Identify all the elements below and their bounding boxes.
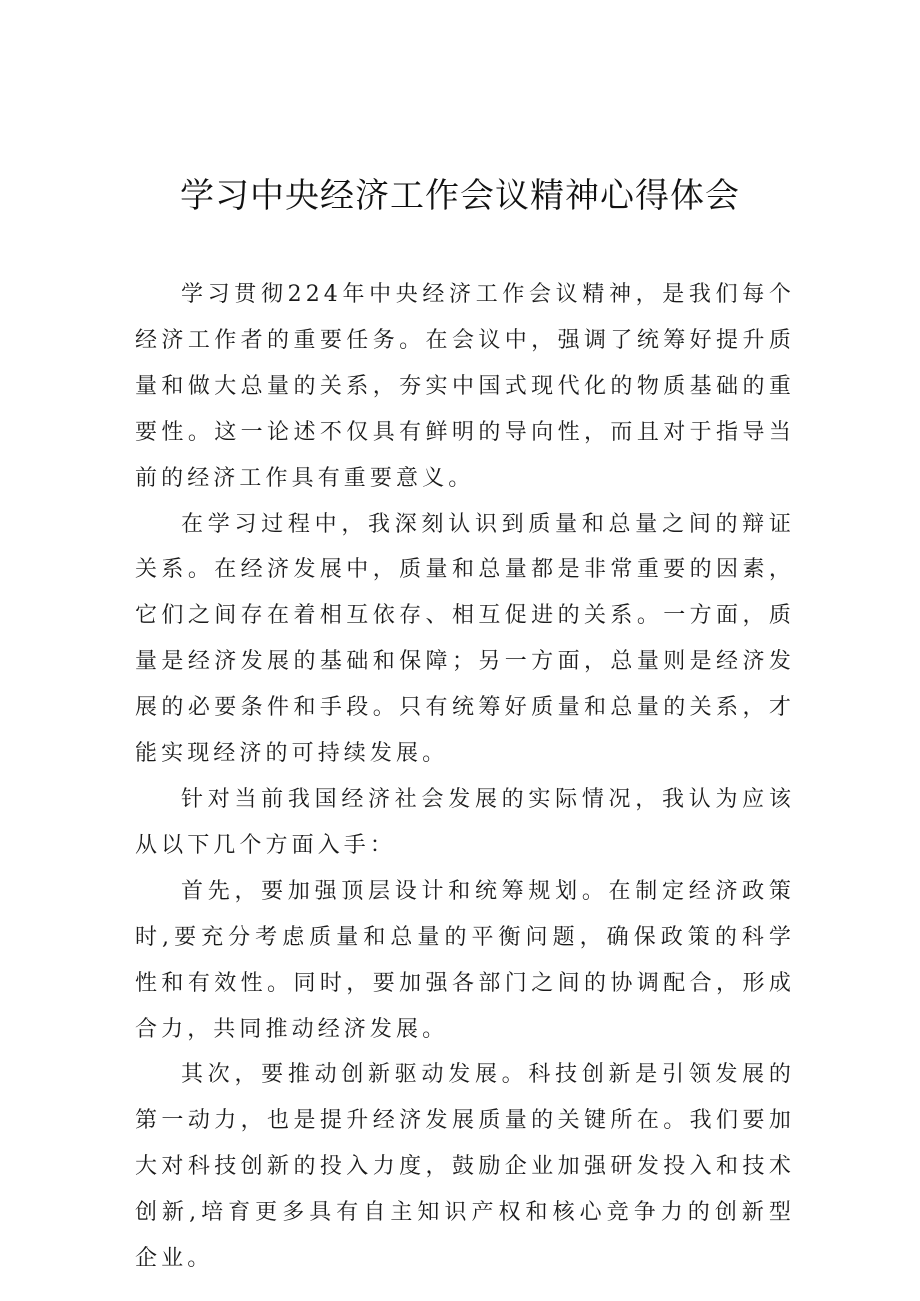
document-title: 学习中央经济工作会议精神心得体会 <box>180 176 740 216</box>
paragraph: 在学习过程中，我深刻认识到质量和总量之间的辩证关系。在经济发展中，质量和总量都是非常重要的因素，它们之间存在着相互依存、相互促进的关系。一方面，质量是经济发展的基础和保障；另一方面，总量则是经济发展的必要条件和手段。只有统筹好质量和总量的关系，才能实现经济的可持续发展。 <box>135 511 795 767</box>
paragraph: 其次，要推动创新驱动发展。科技创新是引领发展的第一动力，也是提升经济发展质量的关键所在。我们要加大对科技创新的投入力度，鼓励企业加强研发投入和技术创新,培育更多具有自主知识产权和核心竞争力的创新型企业。 <box>135 1062 795 1272</box>
paragraph: 首先，要加强顶层设计和统筹规划。在制定经济政策时,要充分考虑质量和总量的平衡问题，确保政策的科学性和有效性。同时，要加强各部门之间的协调配合，形成合力，共同推动经济发展。 <box>135 878 795 1042</box>
paragraph: 学习贯彻224年中央经济工作会议精神，是我们每个经济工作者的重要任务。在会议中，强调了统筹好提升质量和做大总量的关系，夯实中国式现代化的物质基础的重要性。这一论述不仅具有鲜明的导向性，而且对于指导当前的经济工作具有重要意义。 <box>135 282 795 491</box>
paragraph: 针对当前我国经济社会发展的实际情况，我认为应该从以下几个方面入手： <box>135 786 795 858</box>
document-body <box>135 272 795 1282</box>
